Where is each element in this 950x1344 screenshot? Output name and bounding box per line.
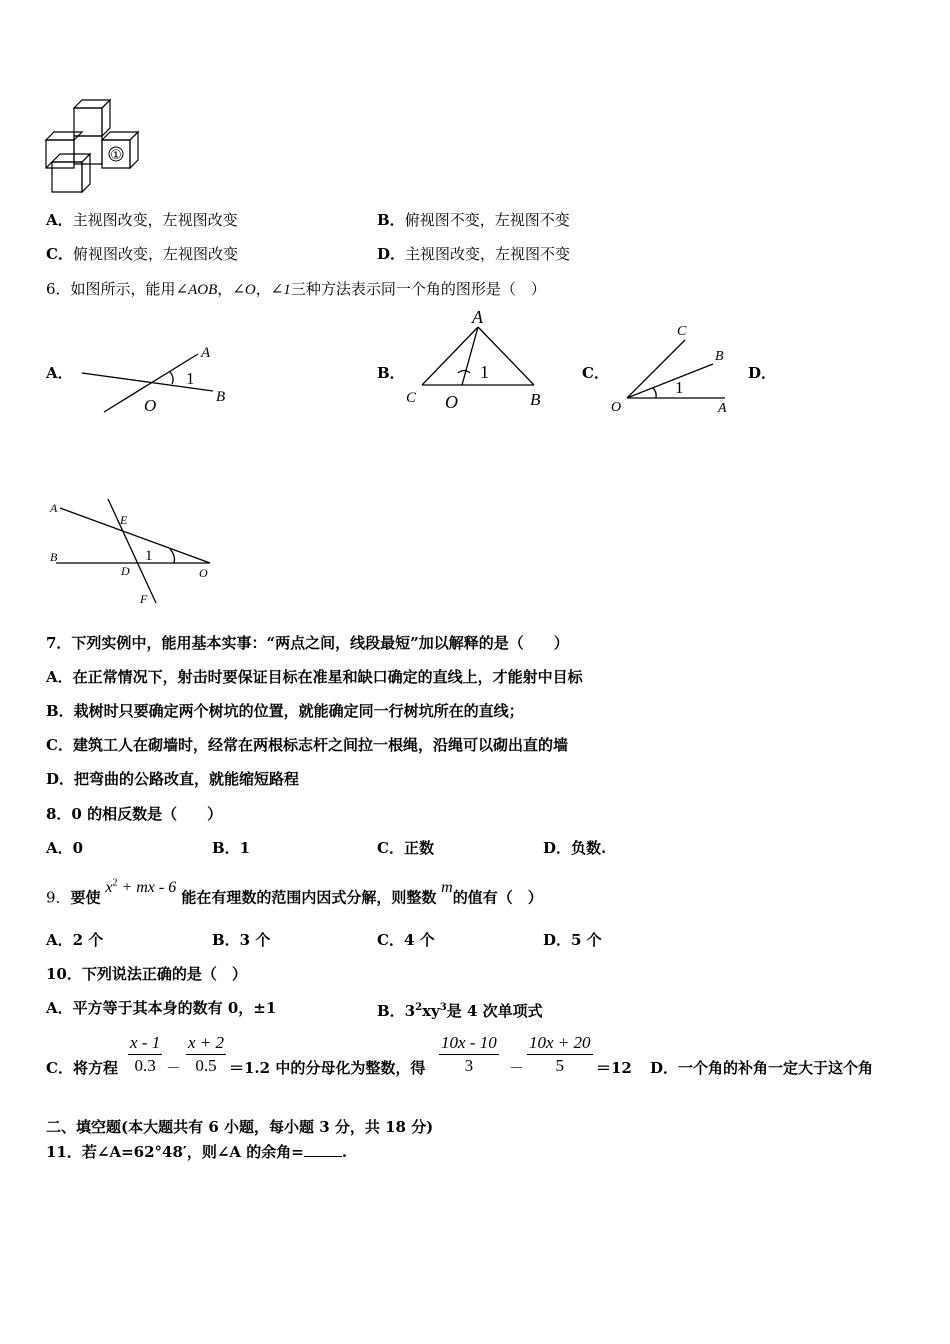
svg-text:C: C xyxy=(677,324,687,339)
q10-option-c-end: ＝12 xyxy=(596,1059,632,1077)
q8-stem: 8．0 的相反数是（ ） xyxy=(46,805,223,823)
q10-frac-1: $\frac{x - 1}{0.3}$ xyxy=(130,1033,161,1075)
q6-option-d-label: D． xyxy=(748,364,777,382)
q9-option-c: C．4 个 xyxy=(377,931,435,949)
q8-option-c: C．正数 xyxy=(377,839,434,857)
q10-frac-3: $\frac{10x - 10}{3}$ xyxy=(441,1033,497,1075)
q8-option-a: A．0 xyxy=(46,839,84,857)
svg-text:E: E xyxy=(120,513,128,527)
svg-text:A: A xyxy=(472,307,483,327)
svg-text:1: 1 xyxy=(186,369,195,388)
q6-figure-c xyxy=(605,318,745,418)
svg-text:A: A xyxy=(201,345,211,361)
svg-text:O: O xyxy=(199,566,208,580)
q10-frac-4: $\frac{10x + 20}{5}$ xyxy=(529,1033,591,1075)
svg-text:B: B xyxy=(530,390,541,409)
svg-text:1: 1 xyxy=(145,548,153,564)
q5-option-c: C．俯视图改变，左视图改变 xyxy=(46,245,238,263)
q7-option-b: B．栽树时只要确定两个树坑的位置，就能确定同一行树坑所在的直线； xyxy=(46,702,524,720)
q10-option-c-prefix: C．将方程 xyxy=(46,1059,118,1077)
svg-text:O: O xyxy=(611,400,622,415)
q9-stem: 9．要使 $x^2$ + mx - 6 能在有理数的范围内因式分解，则整数 m的值有（ ） xyxy=(46,878,543,907)
q8-option-b: B．1 xyxy=(212,839,251,857)
q9-option-b: B．3 个 xyxy=(212,931,271,949)
q7-stem: 7．下列实例中，能用基本实事：“两点之间，线段最短”加以解释的是（ ） xyxy=(46,634,569,652)
q5-option-a: A．主视图改变，左视图改变 xyxy=(46,211,238,229)
q10-stem: 10．下列说法正确的是（ ） xyxy=(46,965,247,983)
q6-figure-d xyxy=(44,495,224,610)
q6-figure-b xyxy=(400,305,550,415)
q10-frac-2: $\frac{x + 2}{0.5}$ xyxy=(188,1033,225,1075)
svg-text:F: F xyxy=(140,592,148,606)
q5-option-d: D．主视图改变，左视图不变 xyxy=(377,245,571,263)
section-2-title: 二、填空题(本大题共有 6 小题，每小题 3 分，共 18 分) xyxy=(46,1118,434,1136)
q6-option-c-label: C． xyxy=(582,364,609,382)
svg-text:A: A xyxy=(50,501,58,515)
svg-text:B: B xyxy=(50,550,58,564)
q7-option-c: C．建筑工人在砌墙时，经常在两根标志杆之间拉一根绳，沿绳可以砌出直的墙 xyxy=(46,736,568,754)
q10-option-b: B．$3^2xy^3$是 4 次单项式 xyxy=(377,1002,543,1020)
q10-option-c-mid: ＝1.2 中的分母化为整数，得 xyxy=(229,1059,426,1077)
svg-text:1: 1 xyxy=(480,362,489,382)
svg-text:D: D xyxy=(121,564,130,578)
q11-answer-blank[interactable] xyxy=(304,1142,342,1157)
q10-minus-2: － xyxy=(509,1059,525,1077)
svg-text:B: B xyxy=(216,389,226,405)
q6-stem: 6．如图所示，能用∠AOB，∠O，∠1三种方法表示同一个角的图形是（ ） xyxy=(46,280,546,298)
cube-label: ① xyxy=(110,148,122,163)
svg-text:A: A xyxy=(718,401,727,416)
q10-option-a: A．平方等于其本身的数有 0，±1 xyxy=(46,999,277,1017)
q7-option-a: A．在正常情况下，射击时要保证目标在准星和缺口确定的直线上，才能射中目标 xyxy=(46,668,583,686)
q5-option-b: B．俯视图不变，左视图不变 xyxy=(377,211,570,229)
q6-figure-a xyxy=(78,340,238,420)
cube-figure xyxy=(40,96,150,196)
q6-option-b-label: B． xyxy=(377,364,405,382)
q10-minus-1: － xyxy=(166,1059,182,1077)
svg-text:O: O xyxy=(144,396,157,415)
svg-text:C: C xyxy=(406,390,417,406)
q11-stem: 11．若∠A=62°48′，则∠A 的余角= . xyxy=(46,1143,348,1161)
q6-option-a-label: A． xyxy=(46,364,73,382)
q8-option-d: D．负数. xyxy=(543,839,607,857)
q10-option-d: D．一个角的补角一定大于这个角 xyxy=(650,1059,874,1077)
svg-text:1: 1 xyxy=(675,378,684,397)
svg-text:B: B xyxy=(715,349,724,364)
svg-text:O: O xyxy=(445,392,458,412)
q9-option-d: D．5 个 xyxy=(543,931,602,949)
q9-option-a: A．2 个 xyxy=(46,931,104,949)
q7-option-d: D．把弯曲的公路改直，就能缩短路程 xyxy=(46,770,300,788)
